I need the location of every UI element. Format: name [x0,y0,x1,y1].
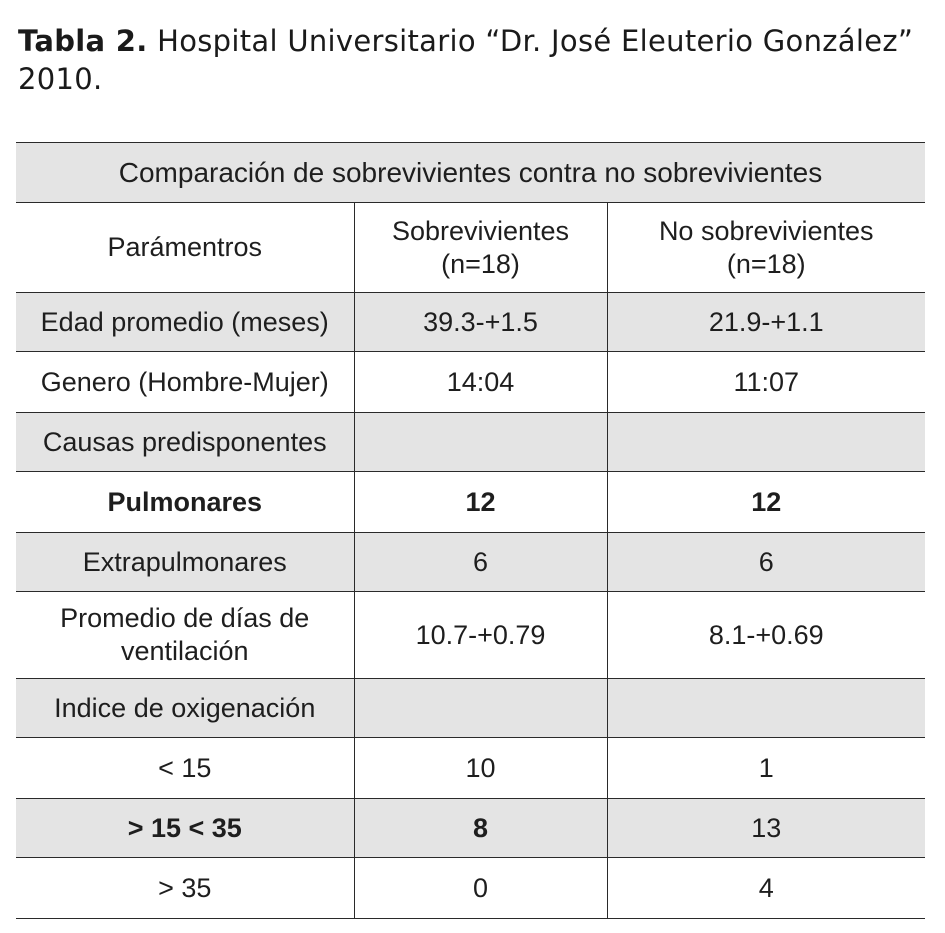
header-nonsurvivors-label: No sobrevivientes [658,215,874,246]
row-nonsurvivors: 13 [607,799,925,858]
row-param-line1: Promedio de días de [60,603,310,633]
row-param-line2: ventilación [120,636,249,666]
row-nonsurvivors: 8.1-+0.69 [607,592,925,679]
row-survivors: 6 [354,533,607,592]
row-nonsurvivors: 12 [607,472,925,533]
header-survivors-label: Sobrevivientes [391,215,570,246]
table-row [16,799,925,858]
caption-label: Tabla 2. [18,24,148,58]
table-row [16,472,925,533]
table-title-row [16,143,925,203]
row-survivors: 0 [354,858,607,919]
table-title: Comparación de sobrevivientes contra no sobrevivientes [16,143,925,203]
table-row [16,413,925,472]
row-param: Extrapulmonares [16,533,354,592]
table-row [16,592,925,679]
row-survivors [354,413,607,472]
row-survivors: 39.3-+1.5 [354,293,607,352]
row-nonsurvivors: 6 [607,533,925,592]
header-nonsurvivors [607,203,925,293]
row-survivors: 12 [354,472,607,533]
header-nonsurvivors-n: (n=18) [726,248,806,279]
row-nonsurvivors: 1 [607,738,925,799]
row-survivors: 8 [354,799,607,858]
table-row [16,352,925,413]
row-survivors [354,679,607,738]
caption-text: Hospital Universitario “Dr. José Eleuterio González” 2010. [18,24,914,96]
row-param: Edad promedio (meses) [16,293,354,352]
header-params: Parámentros [16,203,354,293]
row-param: Pulmonares [16,472,354,533]
table-caption [18,22,933,98]
row-nonsurvivors [607,679,925,738]
row-survivors: 10 [354,738,607,799]
table-row [16,738,925,799]
row-param: Genero (Hombre-Mujer) [16,352,354,413]
header-survivors [354,203,607,293]
row-survivors: 10.7-+0.79 [354,592,607,679]
table-row [16,533,925,592]
row-param: > 15 < 35 [16,799,354,858]
row-param: > 35 [16,858,354,919]
header-survivors-n: (n=18) [441,248,520,279]
table-row [16,858,925,919]
row-nonsurvivors: 21.9-+1.1 [607,293,925,352]
row-param: < 15 [16,738,354,799]
row-param [16,592,354,679]
row-nonsurvivors: 4 [607,858,925,919]
row-param: Causas predisponentes [16,413,354,472]
table-row [16,679,925,738]
row-survivors: 14:04 [354,352,607,413]
table-row [16,293,925,352]
row-nonsurvivors: 11:07 [607,352,925,413]
row-nonsurvivors [607,413,925,472]
row-param: Indice de oxigenación [16,679,354,738]
comparison-table [16,142,925,919]
table-header-row [16,203,925,293]
